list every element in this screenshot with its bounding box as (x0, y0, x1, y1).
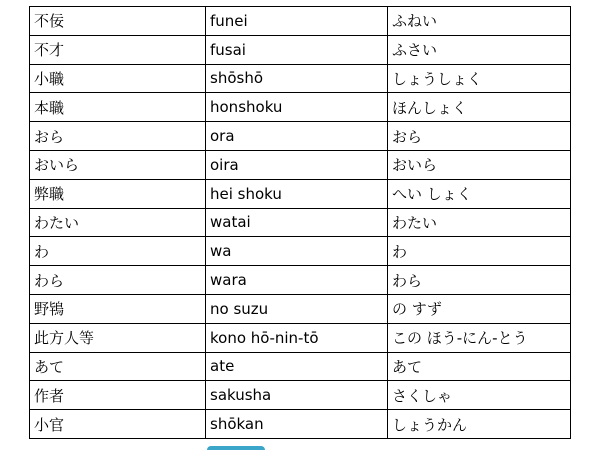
table-row (30, 93, 571, 122)
romaji-cell: watai (206, 208, 388, 237)
scroll-indicator[interactable] (207, 446, 265, 450)
table-row (30, 237, 571, 266)
kana-cell: さくしゃ (388, 381, 571, 410)
table-row (30, 323, 571, 352)
kana-cell: ほんしょく (388, 93, 571, 122)
table-row (30, 294, 571, 323)
kanji-cell: 不才 (30, 35, 206, 64)
romaji-cell: ate (206, 352, 388, 381)
table-row (30, 35, 571, 64)
romaji-cell: kono hō-nin-tō (206, 323, 388, 352)
table-row (30, 410, 571, 439)
romaji-cell: shōshō (206, 64, 388, 93)
kana-cell: おいら (388, 150, 571, 179)
romaji-cell: ora (206, 122, 388, 151)
kanji-cell: わたい (30, 208, 206, 237)
table-row (30, 7, 571, 36)
romaji-cell: fusai (206, 35, 388, 64)
table-row (30, 266, 571, 295)
kanji-cell: 小官 (30, 410, 206, 439)
kanji-cell: 此方人等 (30, 323, 206, 352)
vocabulary-table (29, 6, 571, 439)
table-row (30, 381, 571, 410)
kanji-cell: わら (30, 266, 206, 295)
romaji-cell: oira (206, 150, 388, 179)
kanji-cell: 作者 (30, 381, 206, 410)
kana-cell: しょうしょく (388, 64, 571, 93)
table-row (30, 122, 571, 151)
table-row (30, 64, 571, 93)
kanji-cell: おら (30, 122, 206, 151)
kana-cell: この ほう-にん-とう (388, 323, 571, 352)
kana-cell: わ (388, 237, 571, 266)
kana-cell: ふねい (388, 7, 571, 36)
romaji-cell: sakusha (206, 381, 388, 410)
kanji-cell: 不佞 (30, 7, 206, 36)
kanji-cell: 弊職 (30, 179, 206, 208)
kanji-cell: 野鴇 (30, 294, 206, 323)
romaji-cell: hei shoku (206, 179, 388, 208)
kana-cell: わら (388, 266, 571, 295)
kanji-cell: おいら (30, 150, 206, 179)
romaji-cell: wara (206, 266, 388, 295)
kana-cell: ふさい (388, 35, 571, 64)
romaji-cell: wa (206, 237, 388, 266)
table-row (30, 208, 571, 237)
table-row (30, 179, 571, 208)
table-row (30, 352, 571, 381)
table-row (30, 150, 571, 179)
kanji-cell: 小職 (30, 64, 206, 93)
kana-cell: おら (388, 122, 571, 151)
kanji-cell: わ (30, 237, 206, 266)
kanji-cell: 本職 (30, 93, 206, 122)
kanji-cell: あて (30, 352, 206, 381)
kana-cell: しょうかん (388, 410, 571, 439)
kana-cell: わたい (388, 208, 571, 237)
romaji-cell: no suzu (206, 294, 388, 323)
romaji-cell: shōkan (206, 410, 388, 439)
romaji-cell: funei (206, 7, 388, 36)
romaji-cell: honshoku (206, 93, 388, 122)
kana-cell: の すず (388, 294, 571, 323)
kana-cell: へい しょく (388, 179, 571, 208)
kana-cell: あて (388, 352, 571, 381)
